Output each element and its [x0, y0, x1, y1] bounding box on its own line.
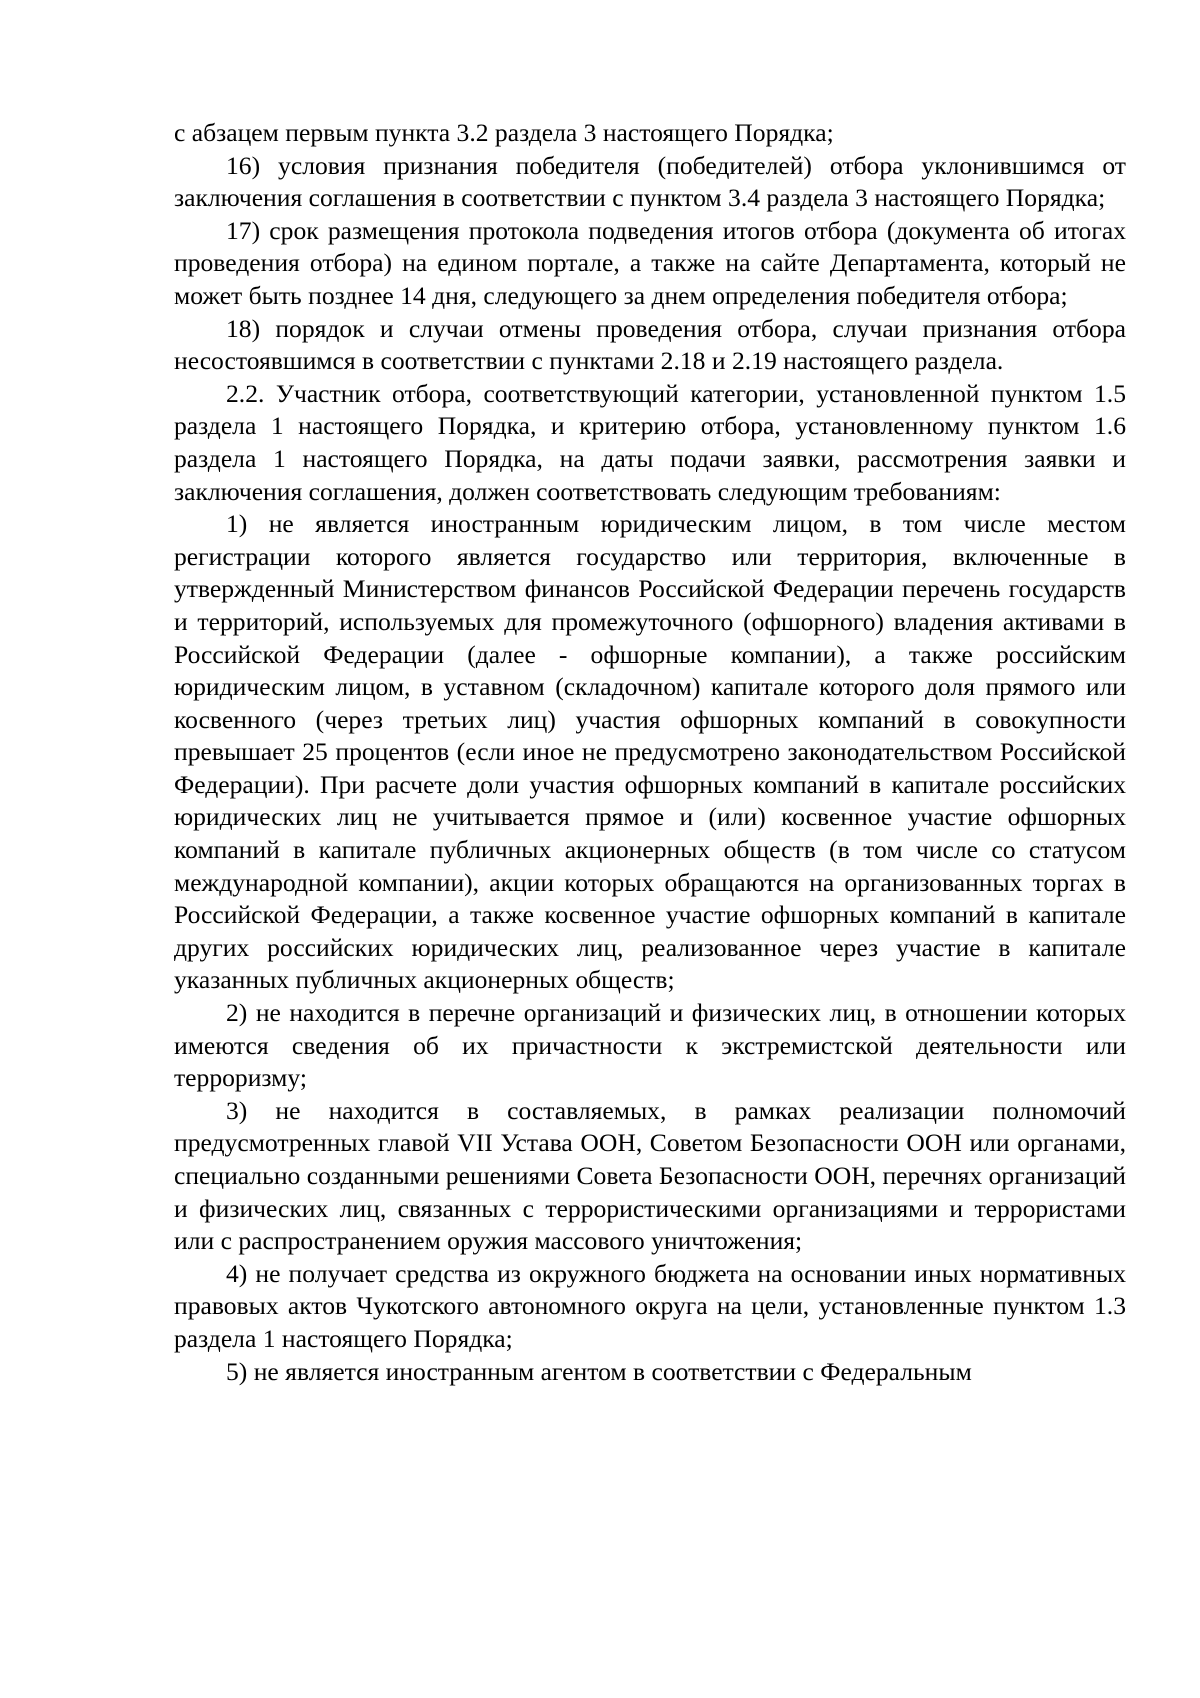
paragraph-requirement-5: 5) не является иностранным агентом в соответствии с Федеральным: [226, 1356, 972, 1386]
paragraph-item-17: 17) срок размещения протокола подведения итогов отбора (документа об итогах проведения отбора) на едином портале, а также на сайте Департамента, который не может быть позднее 14 дня, следующего за днем определения победителя отбора;: [174, 215, 1126, 310]
paragraph-item-18: 18) порядок и случаи отмены проведения отбора, случаи признания отбора несостоявшимся в соответствии с пунктами 2.18 и 2.19 настоящего раздела.: [174, 313, 1126, 376]
paragraph-requirement-3: 3) не находится в составляемых, в рамках реализации полномочий предусмотренных главой VII Устава ООН, Советом Безопасности ООН или органами, специально созданными решениями Совета Безопасности ООН, перечнях организаций и физических лиц, связанных с террористическими организациями и террористами или с распространением оружия массового уничтожения;: [174, 1095, 1126, 1256]
document-body: [174, 117, 1126, 1388]
paragraph-requirement-1: 1) не является иностранным юридическим лицом, в том числе местом регистрации которого является государство или территория, включенные в утвержденный Министерством финансов Российской Федерации перечень государств и территорий, используемых для промежуточного (офшорного) владения активами в Российской Федерации (далее - офшорные компании), а также российским юридическим лицом, в уставном (складочном) капитале которого доля прямого или косвенного (через третьих лиц) участия офшорных компаний в совокупности превышает 25 процентов (если иное не предусмотрено законодательством Российской Федерации). При расчете доли участия офшорных компаний в капитале российских юридических лиц не учитывается прямое и (или) косвенное участие офшорных компаний в капитале публичных акционерных обществ (в том числе со статусом международной компании), акции которых обращаются на организованных торгах в Российской Федерации, а также косвенное участие офшорных компаний в капитале других российских юридических лиц, реализованное через участие в капитале указанных публичных акционерных обществ;: [174, 509, 1126, 995]
paragraph-requirement-4: 4) не получает средства из окружного бюджета на основании иных нормативных правовых актов Чукотского автономного округа на цели, установленные пунктом 1.3 раздела 1 настоящего Порядка;: [174, 1258, 1126, 1353]
paragraph-requirement-2: 2) не находится в перечне организаций и физических лиц, в отношении которых имеются сведения об их причастности к экстремистской деятельности или терроризму;: [174, 998, 1126, 1093]
paragraph-continuation: с абзацем первым пункта 3.2 раздела 3 настоящего Порядка;: [174, 118, 834, 147]
paragraph-item-16: 16) условия признания победителя (победителей) отбора уклонившимся от заключения соглашения в соответствии с пунктом 3.4 раздела 3 настоящего Порядка;: [174, 150, 1126, 213]
paragraph-section-2-2: 2.2. Участник отбора, соответствующий категории, установленной пунктом 1.5 раздела 1 настоящего Порядка, и критерию отбора, установленному пунктом 1.6 раздела 1 настоящего Порядка, на даты подачи заявки, рассмотрения заявки и заключения соглашения, должен соответствовать следующим требованиям:: [174, 378, 1126, 506]
